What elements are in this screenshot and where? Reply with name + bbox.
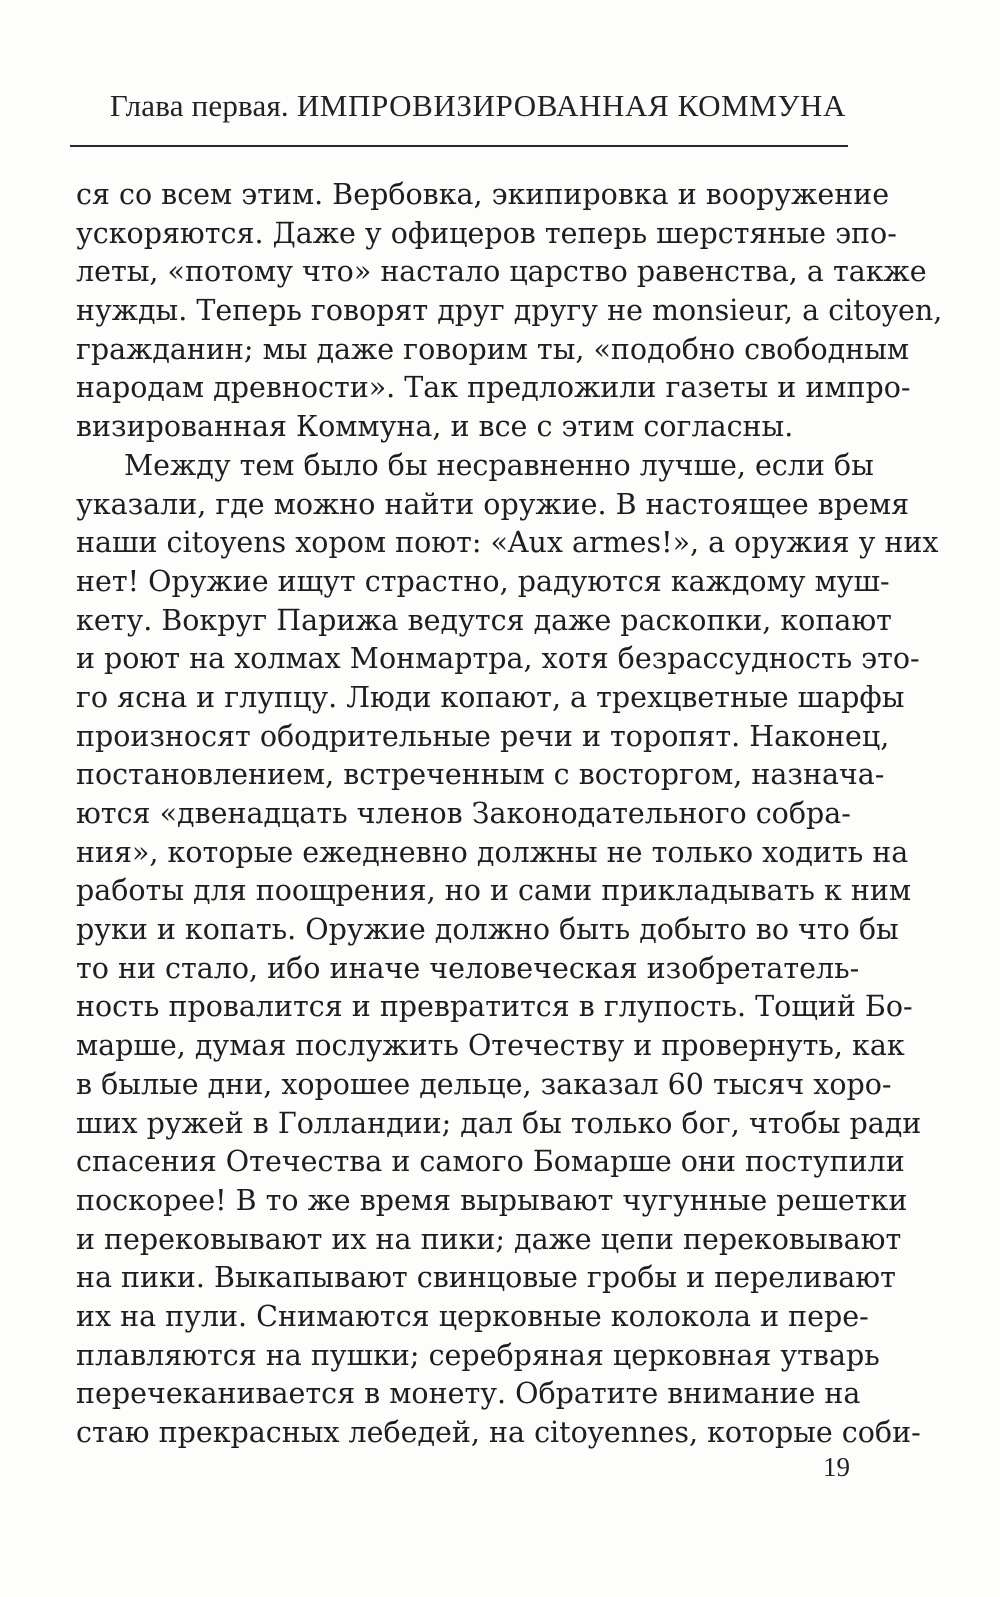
text-line: плавляются на пушки; серебряная церковная утварь bbox=[76, 1338, 880, 1372]
text-line: ния», которые ежедневно должны не только ходить на bbox=[76, 835, 909, 869]
text-line: на пики. Выкапывают свинцовые гробы и переливают bbox=[76, 1261, 896, 1295]
text-line: нужды. Теперь говорят друг другу не monsieur, a citoyen, bbox=[76, 294, 943, 328]
text-line: гражданин; мы даже говорим ты, «подобно свободным bbox=[76, 332, 910, 366]
header-rule bbox=[70, 145, 848, 147]
text-line: перечеканивается в монету. Обратите внимание на bbox=[76, 1377, 861, 1411]
text-line: и роют на холмах Монмартра, хотя безрассудность это- bbox=[76, 642, 920, 676]
text-line: наши citoyens хором поют: «Aux armes!», а оружия у них bbox=[76, 526, 939, 560]
text-line: леты, «потому что» настало царство равенства, а также bbox=[76, 255, 927, 289]
text-line: и перековывают их на пики; даже цепи перековывают bbox=[76, 1222, 902, 1256]
chapter-label: Глава первая. bbox=[109, 88, 289, 123]
text-line: работы для поощрения, но и сами прикладывать к ним bbox=[76, 874, 911, 908]
text-line: произносят ободрительные речи и торопят. Наконец, bbox=[76, 719, 890, 753]
text-line: стаю прекрасных лебедей, на citoyennes, которые соби- bbox=[76, 1416, 921, 1449]
text-line: Между тем было бы несравненно лучше, если бы bbox=[124, 448, 874, 482]
text-line: ность провалится и превратится в глупость. Тощий Бо- bbox=[76, 990, 913, 1024]
text-line: кету. Вокруг Парижа ведутся даже раскопки, копают bbox=[76, 603, 892, 637]
chapter-title: ИМПРОВИЗИРОВАННАЯ КОММУНА bbox=[296, 88, 846, 123]
text-line: ся со всем этим. Вербовка, экипировка и вооружение bbox=[76, 178, 890, 211]
text-line: указали, где можно найти оружие. В настоящее время bbox=[76, 487, 910, 521]
text-line: руки и копать. Оружие должно быть добыто во что бы bbox=[76, 913, 899, 947]
text-line: в былые дни, хорошее дельце, заказал 60 тысяч хоро- bbox=[76, 1067, 892, 1101]
text-line: постановлением, встреченным с восторгом, назнача- bbox=[76, 758, 885, 792]
text-line: ются «двенадцать членов Законодательного собра- bbox=[76, 797, 851, 830]
text-line: нет! Оружие ищут страстно, радуются каждому муш- bbox=[76, 564, 890, 598]
page-number: 19 bbox=[823, 1452, 850, 1482]
text-line: го ясна и глупцу. Люди копают, а трехцветные шарфы bbox=[76, 680, 905, 714]
text-line: поскорее! В то же время вырывают чугунные решетки bbox=[76, 1183, 908, 1217]
body-text bbox=[76, 176, 943, 1453]
text-line: то ни стало, ибо иначе человеческая изобретатель- bbox=[76, 951, 860, 985]
text-line: их на пули. Снимаются церковные колокола и пере- bbox=[76, 1299, 869, 1333]
text-line: спасения Отечества и самого Бомарше они поступили bbox=[76, 1145, 905, 1179]
text-line: визированная Коммуна, и все с этим согласны. bbox=[76, 410, 794, 444]
text-line: ших ружей в Голландии; дал бы только бог, чтобы ради bbox=[76, 1106, 922, 1140]
text-line: марше, думая послужить Отечеству и провернуть, как bbox=[76, 1029, 905, 1063]
text-line: ускоряются. Даже у офицеров теперь шерстяные эпо- bbox=[76, 216, 897, 250]
running-head bbox=[76, 88, 846, 124]
text-line: народам древности». Так предложили газеты и импро- bbox=[76, 371, 911, 405]
